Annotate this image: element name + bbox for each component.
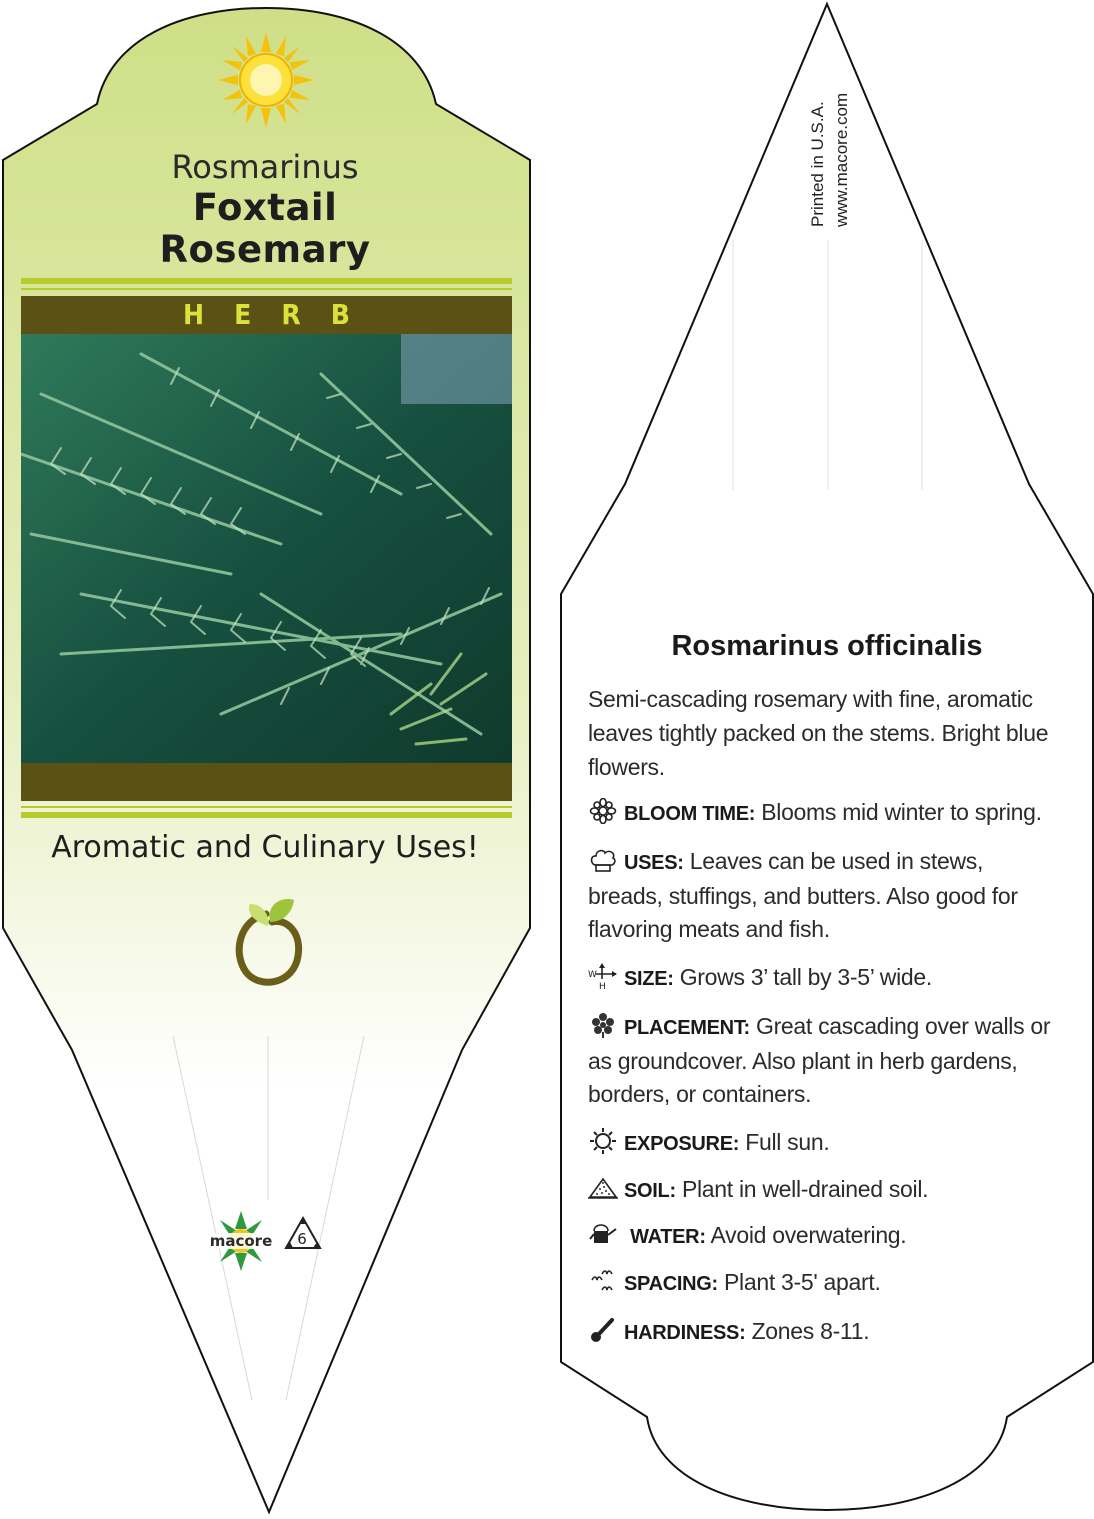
- hardiness-label: HARDINESS:: [624, 1322, 746, 1344]
- printed-in: Printed in U.S.A.: [808, 101, 827, 227]
- spacing-icon: [588, 1268, 618, 1294]
- brand-text: macore: [209, 1232, 273, 1250]
- info-bloom-time: [588, 796, 1062, 831]
- info-hardiness: [588, 1315, 1062, 1350]
- photo-bottom-band: [21, 763, 512, 801]
- uses-label: USES:: [624, 852, 684, 874]
- soil-icon: [588, 1175, 618, 1201]
- recycle-icon: [282, 1214, 324, 1256]
- info-size: [588, 961, 1062, 996]
- flower-icon: [588, 798, 618, 824]
- chef-hat-icon: [588, 847, 618, 873]
- common-name-line2: Rosemary: [159, 228, 371, 271]
- website: www.macore.com: [832, 92, 851, 227]
- plant-photo: [21, 334, 512, 763]
- svg-text:W: W: [588, 970, 597, 980]
- sun-icon: [216, 30, 316, 130]
- water-text: Avoid overwatering.: [710, 1222, 907, 1248]
- svg-text:H: H: [599, 982, 606, 989]
- description: Semi-cascading rosemary with fine, aromatic leaves tightly packed on the stems. Bright blue flowers.: [588, 686, 1049, 780]
- sun-outline-icon: [588, 1128, 618, 1154]
- divider-top: [21, 278, 512, 284]
- divider-bottom-thin: [21, 806, 512, 808]
- info-spacing: [588, 1266, 1062, 1301]
- divider-top-thin: [21, 288, 512, 290]
- tagline: Aromatic and Culinary Uses!: [51, 830, 479, 865]
- soil-label: SOIL:: [624, 1180, 676, 1202]
- plants-icon: [588, 1012, 618, 1038]
- genus-name: Rosmarinus: [171, 148, 359, 186]
- common-name-line1: Foxtail: [192, 186, 338, 229]
- info-uses: [588, 845, 1062, 946]
- soil-text: Plant in well-drained soil.: [681, 1176, 929, 1202]
- botanical-name: Rosmarinus officinalis: [671, 630, 983, 662]
- info-exposure: [588, 1126, 1062, 1161]
- recycle-code: 6: [297, 1230, 307, 1248]
- watering-can-icon: [588, 1221, 618, 1247]
- thermometer-icon: [588, 1317, 618, 1343]
- size-arrows-icon: [588, 963, 618, 989]
- placement-label: PLACEMENT:: [624, 1017, 750, 1039]
- spacing-label: SPACING:: [624, 1273, 718, 1295]
- water-label: WATER:: [630, 1226, 706, 1248]
- exposure-label: EXPOSURE:: [624, 1133, 740, 1155]
- size-label: SIZE:: [624, 968, 674, 990]
- swirl-logo: [228, 892, 308, 992]
- bloom-time-text: Blooms mid winter to spring.: [761, 799, 1042, 825]
- exposure-text: Full sun.: [745, 1129, 830, 1155]
- info-placement: [588, 1010, 1062, 1111]
- placement-text: Great cascading over walls or as groundcover. Also plant in herb gardens, borders, or containers.: [588, 1013, 1051, 1107]
- divider-bottom: [21, 812, 512, 818]
- bloom-time-label: BLOOM TIME:: [624, 803, 756, 825]
- printed-credits: [754, 55, 894, 235]
- hardiness-text: Zones 8-11.: [751, 1318, 870, 1344]
- info-soil: [588, 1173, 1062, 1208]
- size-text: Grows 3’ tall by 3-5’ wide.: [679, 964, 932, 990]
- spacing-text: Plant 3-5' apart.: [724, 1269, 881, 1295]
- macore-logo: [204, 1208, 278, 1274]
- uses-text: Leaves can be used in stews, breads, stuffings, and butters. Also good for flavoring meats and fish.: [588, 848, 1018, 942]
- category-label: HERB: [183, 298, 380, 331]
- info-water: [588, 1219, 1062, 1254]
